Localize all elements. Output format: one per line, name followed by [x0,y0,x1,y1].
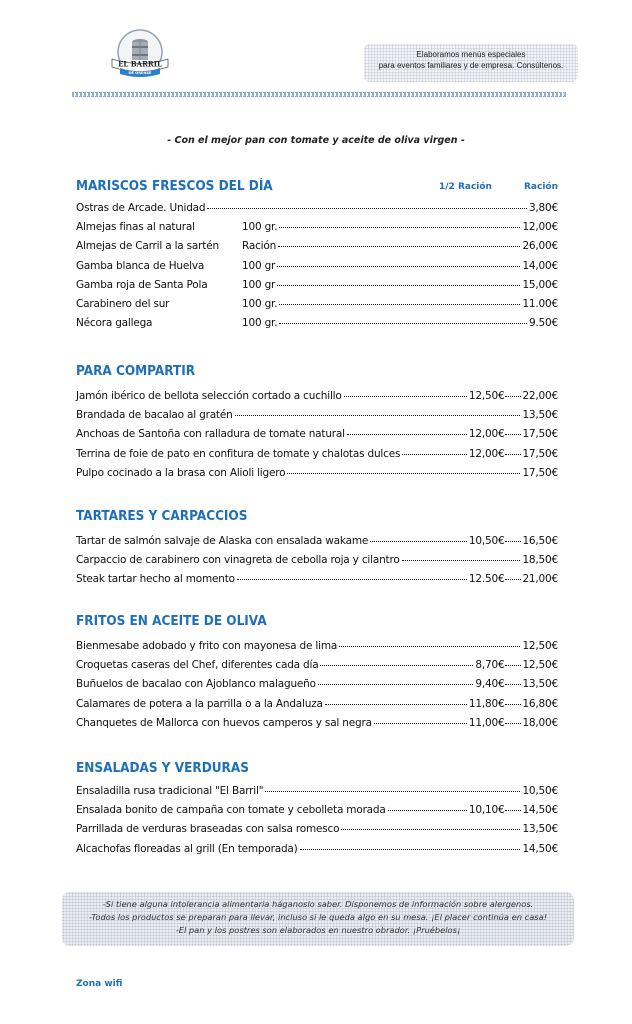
item-name: Gamba roja de Santa Pola [76,278,208,291]
dot-leader [265,780,520,792]
item-name: Almejas finas al natural [76,221,195,234]
item-name: Jamón ibérico de bellota selección cortado a cuchillo [76,390,342,402]
item-quantity: 100 gr [242,278,276,291]
item-price: 18,50€ [522,554,558,567]
item-name: Carpaccio de carabinero con vinagreta de cebolla roja y cilantro [76,554,400,567]
promo-box [364,44,578,82]
menu-item [76,464,558,483]
menu-item [76,714,558,733]
item-half-price: 11,00€ [468,716,505,729]
dot-leader [402,549,521,561]
section-para-compartir [76,362,558,483]
menu-item [76,406,558,425]
dot-leader [370,530,467,542]
item-price: 13,50€ [522,409,558,422]
item-quantity: 100 gr [242,259,276,272]
menu-item [76,782,558,801]
menu-item [76,637,558,656]
item-half-price: 10,10€ [468,804,505,817]
dot-leader [505,423,521,435]
dot-leader [505,443,521,455]
dot-leader [344,385,467,397]
notice-line: -Todos los productos se preparan para llevar, incluso si le queda algo en su mesa. ¡El placer continúa en casa! [88,912,548,922]
dot-leader [505,799,521,811]
dot-leader [347,423,467,435]
item-name: Croquetas caseras del Chef, diferentes cada día [76,659,319,672]
promo-line-2: para eventos familiares y de empresa. Consúltenos. [378,61,564,70]
item-name: Pulpo cocinado a la brasa con Alioli ligero [76,466,286,479]
item-half-price: 12,00€ [468,428,505,441]
column-header-full: Ración [524,182,559,192]
dot-leader [341,818,520,830]
item-price: 15,00€ [522,278,558,291]
item-half-price: 8,70€ [475,659,505,672]
menu-item [76,695,558,714]
restaurant-logo [108,28,172,78]
item-half-price: 11,80€ [468,697,505,710]
dot-leader [505,654,521,666]
section-title: ENSALADAS Y VERDURAS [76,761,249,776]
item-price: 12,50€ [522,640,558,652]
notice-line: -Si tiene alguna intolerancia alimentaria háganoslo saber. Disponemos de información sobre alergenos. [102,899,534,909]
item-price: 3,80€ [528,202,558,214]
menu-item [76,570,558,589]
dot-leader [374,712,467,724]
item-quantity: 100 gr. [242,297,278,310]
item-half-price: 12,50€ [468,390,505,402]
dot-leader [505,712,521,724]
item-price: 11.00€ [522,297,558,310]
item-quantity: 100 gr. [242,317,278,330]
item-price: 16,80€ [522,697,558,710]
item-name: Tartar de salmón salvaje de Alaska con ensalada wakame [76,535,369,547]
item-name: Nécora gallega [76,317,153,330]
item-price: 26,00€ [522,240,558,253]
dot-leader [325,693,467,705]
section-tartares [76,507,558,590]
logo-subtext: DE ORENSE [128,71,152,75]
item-half-price: 12.50€ [468,573,505,586]
item-name: Ensaladilla rusa tradicional "El Barril" [76,785,264,797]
menu-item [76,840,558,859]
item-name: Chanquetes de Mallorca con huevos camperos y sal negra [76,716,372,729]
item-price: 13,50€ [522,678,558,691]
item-price: 13,50€ [522,823,558,836]
section-title: TARTARES Y CARPACCIOS [76,509,248,524]
item-price: 14,50€ [522,842,558,855]
item-name: Gamba blanca de Huelva [76,259,205,272]
column-header-half: 1/2 Ración [439,182,492,192]
dot-leader [505,568,521,580]
item-price: 21,00€ [522,573,558,586]
notice-line: -El pan y los postres son elaborados en nuestro obrador. ¡Pruébelos¡ [175,925,461,935]
dot-leader [277,255,520,267]
dot-leader [287,462,520,474]
item-price: 12,50€ [522,659,558,672]
item-name: Carabinero del sur [76,297,170,310]
dot-leader [277,274,520,286]
dot-leader [278,235,520,247]
section-mariscos [76,177,558,333]
section-title: MARISCOS FRESCOS DEL DÍA [76,179,273,194]
menu-item [76,425,558,444]
allergen-notice [62,892,574,946]
section-fritos [76,612,558,733]
item-name: Alcachofas floreadas al grill (En temporada) [76,842,298,855]
item-name: Anchoas de Santoña con ralladura de tomate natural [76,428,345,441]
item-price: 18,00€ [522,716,558,729]
item-price: 14,50€ [522,804,558,817]
item-half-price: 9,40€ [475,678,505,691]
dot-leader [505,385,521,397]
section-title: PARA COMPARTIR [76,364,196,379]
item-price: 17,50€ [522,447,558,460]
logo-text: EL BARRIL [118,59,162,69]
dot-leader [279,312,527,324]
item-price: 9.50€ [528,317,558,330]
header-divider [72,92,566,97]
item-name: Calamares de potera a la parrilla o a la Andaluza [76,697,323,710]
item-price: 17,50€ [522,466,558,479]
dot-leader [505,530,521,542]
item-price: 10,50€ [522,785,558,797]
item-name: Ensalada bonito de campaña con tomate y cebolleta morada [76,804,386,817]
item-half-price: 10,50€ [468,535,505,547]
dot-leader [402,443,467,455]
item-name: Brandada de bacalao al gratén [76,409,233,422]
section-title: FRITOS EN ACEITE DE OLIVA [76,614,267,629]
dot-leader [505,693,521,705]
item-quantity: 100 gr. [242,221,278,234]
dot-leader [318,673,474,685]
dot-leader [300,838,521,850]
menu-item [76,675,558,694]
dot-leader [237,568,467,580]
item-price: 17,50€ [522,428,558,441]
dot-leader [388,799,467,811]
dot-leader [320,654,473,666]
item-name: Bienmesabe adobado y frito con mayonesa de lima [76,640,338,652]
item-name: Terrina de foie de pato en confitura de tomate y chalotas dulces [76,447,401,460]
wifi-label: Zona wifi [76,979,123,989]
item-name: Almejas de Carril a la sartén [76,240,219,253]
section-ensaladas [76,759,558,859]
tagline: - Con el mejor pan con tomate y aceite de oliva virgen - [167,135,465,146]
item-price: 22,00€ [522,390,558,402]
dot-leader [279,216,520,228]
item-price: 16,50€ [522,535,558,547]
item-name: Buñuelos de bacalao con Ajoblanco malagueño [76,678,316,691]
item-quantity: Ración [242,240,277,253]
item-price: 12,00€ [522,221,558,234]
menu-item [76,314,558,333]
dot-leader [339,635,520,647]
item-price: 14,00€ [522,259,558,272]
dot-leader [207,197,527,209]
item-name: Ostras de Arcade. Unidad [76,202,206,214]
dot-leader [235,404,521,416]
dot-leader [279,293,520,305]
promo-line-1: Elaboramos menús especiales [416,50,526,59]
item-half-price: 12,00€ [468,447,505,460]
dot-leader [505,673,521,685]
item-name: Steak tartar hecho al momento [76,573,235,586]
item-name: Parrillada de verduras braseadas con salsa romesco [76,823,340,836]
